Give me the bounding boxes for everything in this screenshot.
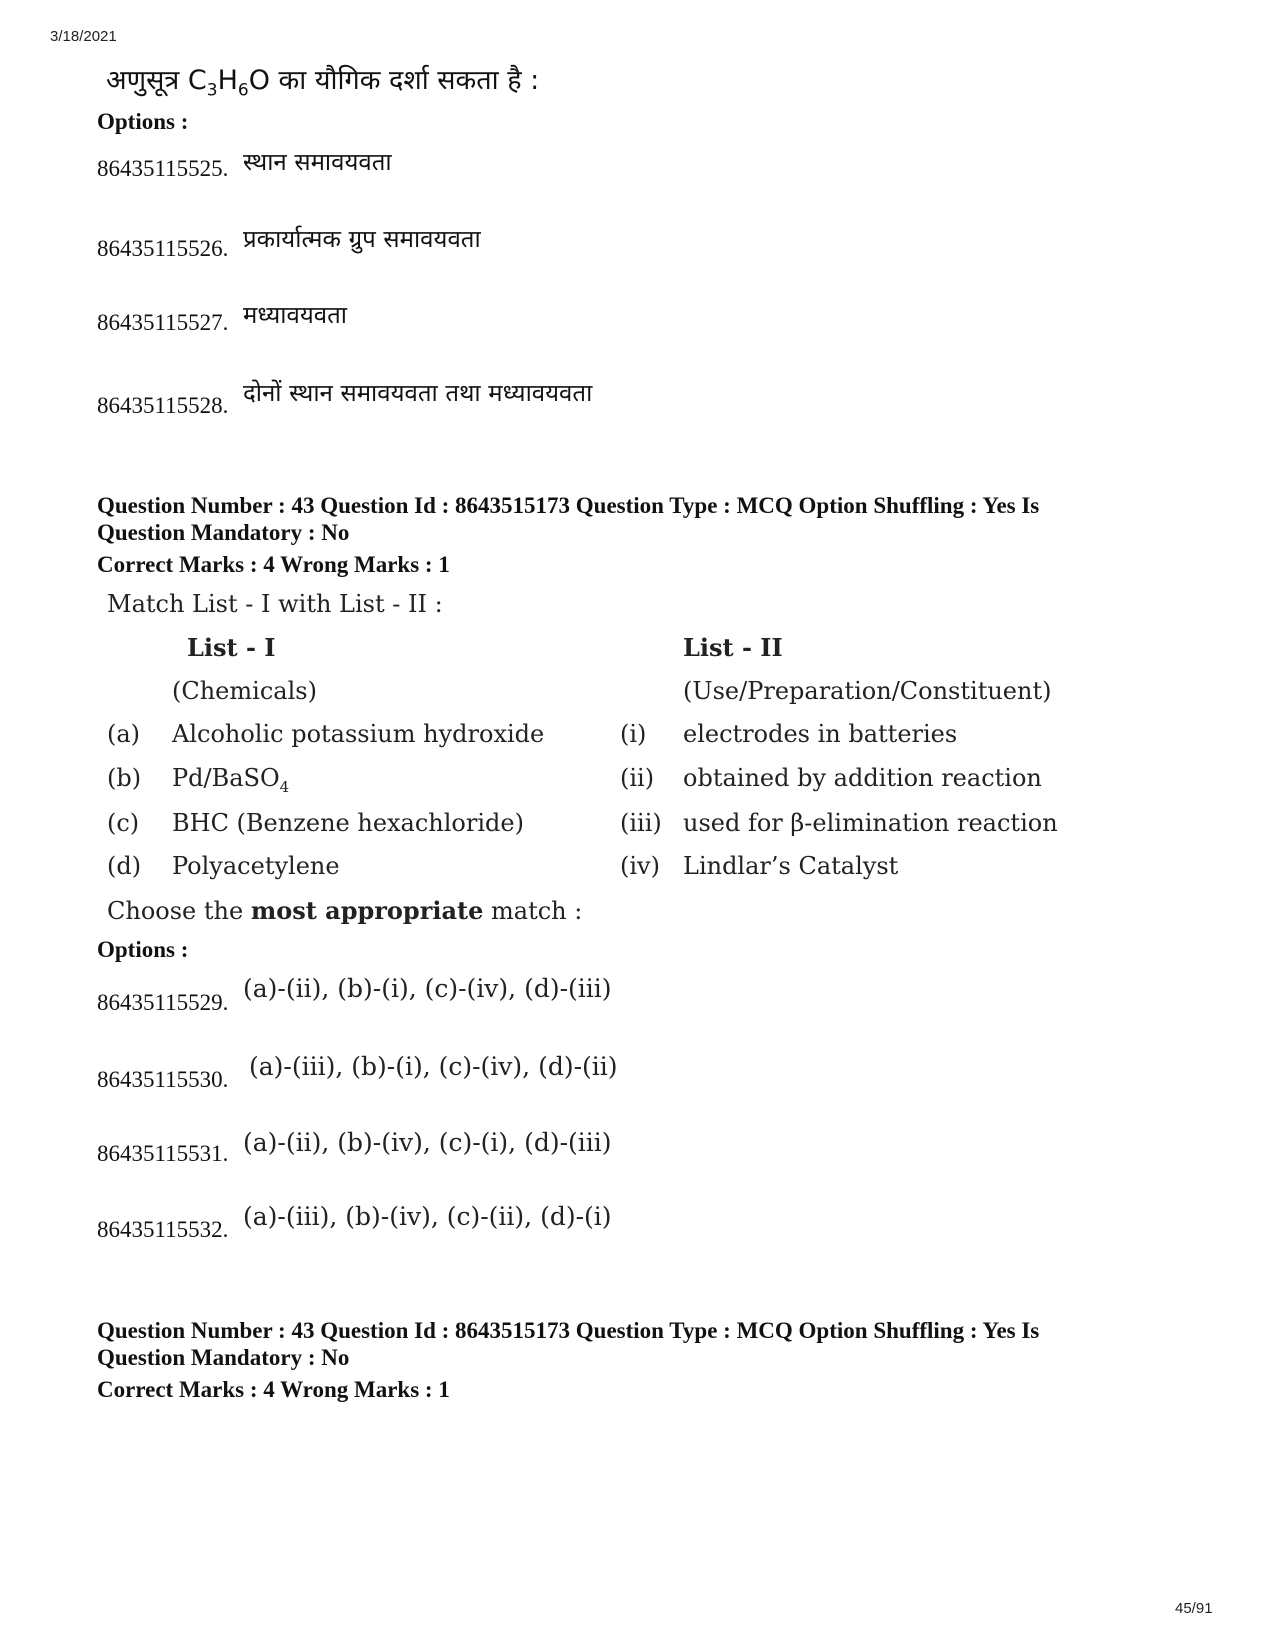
list-1-item: Alcoholic potassium hydroxide [172,720,545,748]
list-2-key: (ii) [620,764,655,792]
print-date: 3/18/2021 [50,28,117,45]
option-text: (a)-(iii), (b)-(i), (c)-(iv), (d)-(ii) [249,1052,618,1081]
option-id: 86435115530. [97,1067,229,1092]
list-1-key: (d) [107,852,142,880]
option-id: 86435115532. [97,1217,229,1242]
page-number: 45/91 [1175,1600,1213,1617]
list-2-title: List - II [683,633,783,662]
list-1-item: Polyacetylene [172,852,340,880]
option-text: प्रकार्यात्मक ग्रुप समावयवता [243,225,481,253]
list-2-key: (iv) [620,852,660,880]
question-meta-line: Question Number : 43 Question Id : 8643515173 Question Type : MCQ Option Shuffling : Yes Is [97,493,1040,518]
option-text: मध्यावयवता [243,301,348,329]
option-text: (a)-(ii), (b)-(iv), (c)-(i), (d)-(iii) [243,1128,612,1157]
choose-instruction: Choose the most appropriate match : [107,896,583,925]
question-marks: Correct Marks : 4 Wrong Marks : 1 [97,552,450,577]
option-text: (a)-(ii), (b)-(i), (c)-(iv), (d)-(iii) [243,974,612,1003]
option-id: 86435115527. [97,310,229,335]
list-1-item: BHC (Benzene hexachloride) [172,809,524,837]
option-id: 86435115526. [97,236,229,261]
options-label: Options : [97,937,189,962]
question-marks: Correct Marks : 4 Wrong Marks : 1 [97,1377,450,1402]
option-id: 86435115529. [97,990,229,1015]
option-id: 86435115531. [97,1141,229,1166]
list-1-item: Pd/BaSO$_4$ [172,764,290,796]
match-instruction: Match List - I with List - II : [107,590,443,618]
question-stem-hindi: अणुसूत्र $C_3H_6O$ का यौगिक दर्शा सकता है : [106,65,540,101]
list-1-key: (a) [107,720,141,748]
option-text: स्थान समावयवता [243,148,392,176]
list-1-subtitle: (Chemicals) [172,677,317,705]
list-2-item: obtained by addition reaction [683,764,1042,792]
list-2-key: (iii) [620,809,662,837]
option-id: 86435115528. [97,393,229,418]
question-meta-line: Question Number : 43 Question Id : 8643515173 Question Type : MCQ Option Shuffling : Yes Is [97,1318,1040,1343]
list-2-subtitle: (Use/Preparation/Constituent) [683,677,1052,705]
list-2-item: Lindlar’s Catalyst [683,852,899,880]
list-2-key: (i) [620,720,647,748]
option-id: 86435115525. [97,156,229,181]
list-2-item: used for β-elimination reaction [683,809,1058,837]
list-1-key: (c) [107,809,140,837]
question-mandatory: Question Mandatory : No [97,1345,350,1370]
question-mandatory: Question Mandatory : No [97,520,350,545]
list-1-key: (b) [107,764,142,792]
option-text: (a)-(iii), (b)-(iv), (c)-(ii), (d)-(i) [243,1202,612,1231]
option-text: दोनों स्थान समावयवता तथा मध्यावयवता [243,379,593,407]
list-1-title: List - I [187,633,276,662]
options-label: Options : [97,109,189,134]
list-2-item: electrodes in batteries [683,720,958,748]
